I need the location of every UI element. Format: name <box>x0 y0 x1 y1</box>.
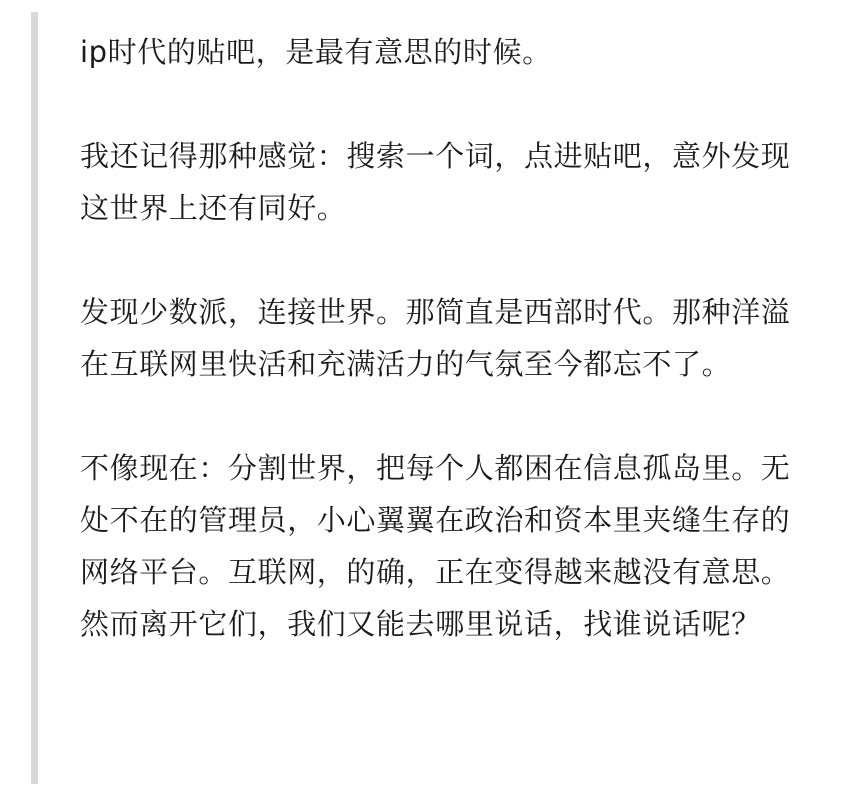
quote-paragraph-4: 不像现在：分割世界，把每个人都困在信息孤岛里。无处不在的管理员，小心翼翼在政治和资本里夹缝生存的网络平台。互联网，的确，正在变得越来越没有意思。然而离开它们，我们又能去哪里说话，找谁说话呢？ <box>80 451 791 641</box>
quote-paragraph-3: 发现少数派，连接世界。那简直是西部时代。那种洋溢在互联网里快活和充满活力的气氛至今都忘不了。 <box>80 295 791 381</box>
quote-paragraph-1: ip时代的贴吧，是最有意思的时候。 <box>80 35 552 69</box>
blockquote <box>80 26 800 650</box>
blockquote-bar <box>31 12 38 784</box>
quote-paragraph-2: 我还记得那种感觉：搜索一个词，点进贴吧，意外发现这世界上还有同好。 <box>80 139 791 225</box>
